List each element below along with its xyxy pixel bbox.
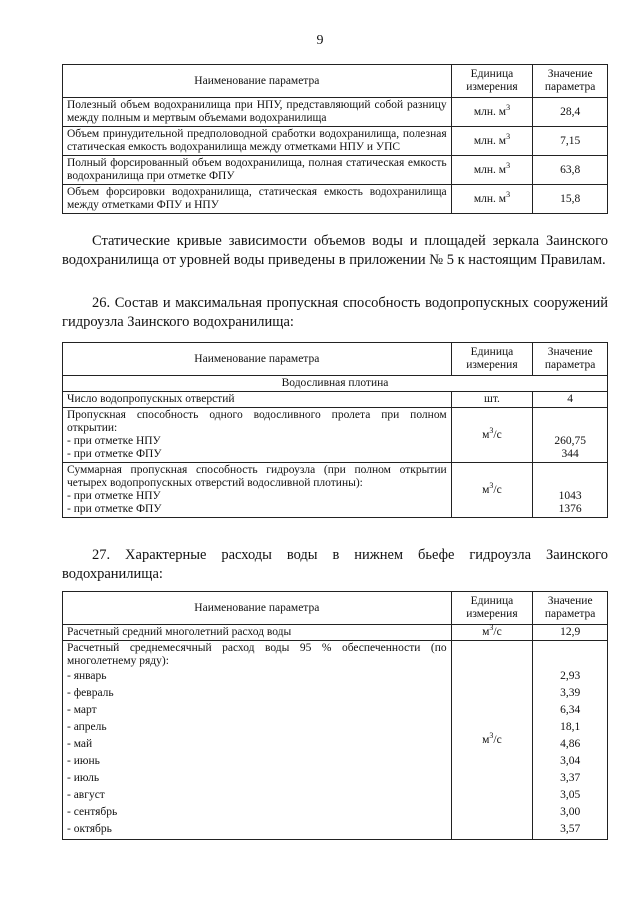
section-title: Водосливная плотина xyxy=(63,376,608,392)
row-name: Расчетный средний многолетний расход воды xyxy=(63,625,452,641)
table-row xyxy=(63,625,608,641)
row-name: Объем принудительной предполоводной сработки водохранилища, полезная статическая емкость водохранилища между отметками НПУ и УПС xyxy=(63,127,452,156)
table-row xyxy=(63,98,608,127)
table-row xyxy=(63,156,608,185)
month-label: - апрель xyxy=(67,721,107,733)
header-name: Наименование параметра xyxy=(63,343,452,376)
header-value xyxy=(533,592,608,625)
unit-text: млн. м xyxy=(473,105,507,118)
row-unit xyxy=(451,98,533,127)
header-value-line1: Значение xyxy=(547,346,593,358)
month-label: - февраль xyxy=(67,687,114,699)
row-unit xyxy=(451,185,533,214)
month-label: - январь xyxy=(67,670,107,682)
row-value: 15,8 xyxy=(533,185,608,214)
unit-sup: 3 xyxy=(506,189,511,199)
month-label: - октябрь xyxy=(67,823,112,835)
header-unit-line2: измерения xyxy=(466,81,518,93)
unit-sup: 3 xyxy=(506,160,511,170)
table-header-row xyxy=(63,343,608,376)
unit-sup: 3 xyxy=(489,480,494,490)
row-unit xyxy=(451,463,533,518)
row-name: Объем форсировки водохранилища, статическая емкость водохранилища между отметками ФПУ и НПУ xyxy=(63,185,452,214)
header-unit-line2: измерения xyxy=(466,608,518,620)
month-label: - сентябрь xyxy=(67,806,118,818)
row-name: Число водопропускных отверстий xyxy=(63,392,452,408)
value-npu: 260,75 xyxy=(554,435,586,447)
month-value: 3,04 xyxy=(560,755,581,767)
header-value-line2: параметра xyxy=(544,359,596,371)
row-value: 63,8 xyxy=(533,156,608,185)
value-fpu: 344 xyxy=(561,448,579,460)
header-unit xyxy=(451,592,533,625)
row-value xyxy=(533,463,608,518)
monthly-values xyxy=(537,668,603,838)
row-sub-fpu: - при отметке ФПУ xyxy=(67,448,162,460)
value-fpu: 1376 xyxy=(558,503,582,515)
table-row xyxy=(63,127,608,156)
row-value: 7,15 xyxy=(533,127,608,156)
header-value-line1: Значение xyxy=(547,68,593,80)
section-row xyxy=(63,376,608,392)
spillway-capacity-table xyxy=(62,342,608,518)
header-unit-line2: измерения xyxy=(466,359,518,371)
header-name: Наименование параметра xyxy=(63,65,452,98)
header-name: Наименование параметра xyxy=(63,592,452,625)
header-value-line1: Значение xyxy=(547,595,593,607)
month-label: - июнь xyxy=(67,755,100,767)
unit-text: млн. м xyxy=(473,134,507,147)
table-header-row xyxy=(63,592,608,625)
row-sub-fpu: - при отметке ФПУ xyxy=(67,503,162,515)
table-row xyxy=(63,185,608,214)
month-value: 6,34 xyxy=(560,704,581,716)
row-name xyxy=(63,408,452,463)
row-unit: шт. xyxy=(451,392,533,408)
value-npu: 1043 xyxy=(558,490,582,502)
row-unit xyxy=(451,625,533,641)
unit-text: м xyxy=(482,428,490,441)
unit-text: м xyxy=(482,626,490,638)
row-unit xyxy=(451,156,533,185)
month-value: 3,39 xyxy=(560,687,581,699)
row-value xyxy=(533,641,608,840)
row-value xyxy=(533,408,608,463)
header-unit xyxy=(451,343,533,376)
header-value-line2: параметра xyxy=(544,608,596,620)
paragraph-26: 26. Состав и максимальная пропускная способность водопропускных сооружений гидроузла Заинского водохранилища: xyxy=(62,295,608,330)
row-name xyxy=(63,463,452,518)
unit-sup: 3 xyxy=(489,730,494,740)
unit-tail: /с xyxy=(493,428,502,441)
month-value: 2,93 xyxy=(560,670,581,682)
month-list xyxy=(67,668,447,838)
discharge-table xyxy=(62,591,608,840)
month-value: 4,86 xyxy=(560,738,581,750)
unit-text: млн. м xyxy=(473,192,507,205)
reservoir-volumes-table xyxy=(62,64,608,214)
header-value-line2: параметра xyxy=(544,81,596,93)
row-unit xyxy=(451,408,533,463)
unit-sup: 3 xyxy=(506,102,511,112)
row-name: Полезный объем водохранилища при НПУ, представляющий собой разницу между полным и мертвым объемами водохранилища xyxy=(63,98,452,127)
header-unit-line1: Единица xyxy=(470,68,514,80)
row-title: Пропускная способность одного водосливного пролета при полном открытии: xyxy=(67,409,447,434)
month-label: - март xyxy=(67,704,97,716)
header-value xyxy=(533,65,608,98)
unit-text: млн. м xyxy=(473,163,507,176)
month-value: 3,57 xyxy=(560,823,581,835)
header-value xyxy=(533,343,608,376)
unit-text: м xyxy=(482,483,490,496)
month-value: 18,1 xyxy=(560,721,581,733)
table-row xyxy=(63,463,608,518)
unit-sup: 3 xyxy=(489,623,494,633)
row-name: Полный форсированный объем водохранилища, полная статическая емкость водохранилища при отметке ФПУ xyxy=(63,156,452,185)
row-name xyxy=(63,641,452,840)
header-unit-line1: Единица xyxy=(470,346,514,358)
row-title: Расчетный среднемесячный расход воды 95 % обеспеченности (по многолетнему ряду): xyxy=(67,642,447,667)
month-label: - июль xyxy=(67,772,100,784)
table-row xyxy=(63,392,608,408)
unit-tail: /с xyxy=(493,733,502,746)
row-value: 28,4 xyxy=(533,98,608,127)
month-value: 3,05 xyxy=(560,789,581,801)
month-value: 3,00 xyxy=(560,806,581,818)
month-value: 3,37 xyxy=(560,772,581,784)
row-title: Суммарная пропускная способность гидроузла (при полном открытии четырех водопропускных отверстий водосливной плотины): xyxy=(67,464,447,489)
unit-text: м xyxy=(482,733,490,746)
header-unit-line1: Единица xyxy=(470,595,514,607)
paragraph-curves: Статические кривые зависимости объемов воды и площадей зеркала Заинского водохранилища от уровней воды приведены в приложении № 5 к настоящим Правилам. xyxy=(62,233,608,268)
unit-sup: 3 xyxy=(489,425,494,435)
paragraph-27: 27. Характерные расходы воды в нижнем бьефе гидроузла Заинского водохранилища: xyxy=(62,547,608,582)
row-sub-npu: - при отметке НПУ xyxy=(67,435,161,447)
row-unit xyxy=(451,641,533,840)
row-unit xyxy=(451,127,533,156)
row-value: 4 xyxy=(533,392,608,408)
month-label: - май xyxy=(67,738,93,750)
table-row xyxy=(63,408,608,463)
row-value: 12,9 xyxy=(533,625,608,641)
unit-sup: 3 xyxy=(506,131,511,141)
table-header-row xyxy=(63,65,608,98)
page-number: 9 xyxy=(316,33,324,48)
header-unit xyxy=(451,65,533,98)
table-row xyxy=(63,641,608,840)
month-label: - август xyxy=(67,789,105,801)
row-sub-npu: - при отметке НПУ xyxy=(67,490,161,502)
unit-tail: /с xyxy=(493,483,502,496)
unit-tail: /с xyxy=(493,626,502,638)
